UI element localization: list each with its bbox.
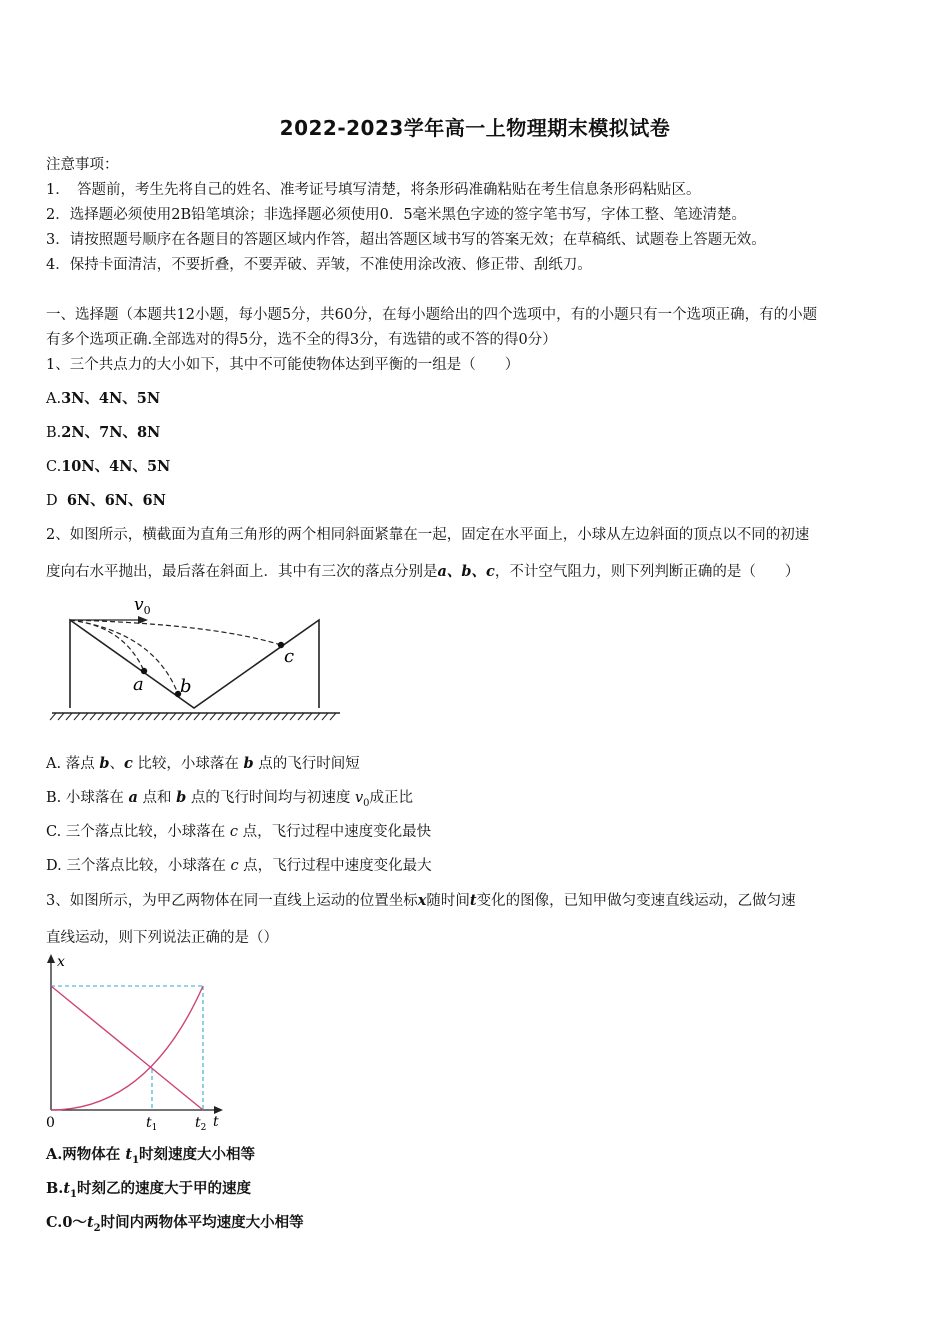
option-var: t [63, 1180, 71, 1197]
notice-item-2: 2．选择题必须使用2B铅笔填涂；非选择题必须使用0．5毫米黑色字迹的签字笔书写，字体工整、笔迹清楚。 [46, 207, 747, 223]
v0-label: $v_0$ [134, 595, 151, 617]
option-text: 点的飞行时间均与初速度 [186, 790, 355, 806]
option-text: 点和 [137, 790, 177, 806]
option-sub: 1 [132, 1154, 140, 1166]
point-c-label: c [284, 646, 295, 667]
option-key: C. [46, 459, 62, 475]
option-var: a [128, 789, 138, 806]
q2-stem-text: 度向右水平抛出，最后落在斜面上．其中有三次的落点分别是 [46, 564, 438, 580]
q2-stem-line-1: 2、如图所示，横截面为直角三角形的两个相同斜面紧靠在一起，固定在水平面上，小球从左边斜面的顶点以不同的初速 [46, 527, 810, 543]
option-var: t [125, 1146, 133, 1163]
option-text: 3N、4N、5N [61, 390, 161, 407]
q3-position-time-graph [38, 950, 238, 1130]
q2-stem-text-end: ，不计空气阻力，则下列判断正确的是（ ） [494, 564, 800, 580]
option-text: C. 三个落点比较，小球落在 [46, 824, 230, 840]
option-sub: 0 [363, 797, 370, 809]
option-var: c [123, 755, 133, 772]
option-text: B. 小球落在 [46, 790, 129, 806]
t-axis-label: t [213, 1114, 219, 1130]
option-var: t [86, 1214, 94, 1231]
q3-stem-line-2: 直线运动，则下列说法正确的是（） [46, 930, 278, 946]
q3-option-c[interactable] [46, 1211, 304, 1234]
t2-label: $t_2$ [195, 1115, 207, 1130]
q2-option-d[interactable] [46, 854, 432, 875]
q2-option-c[interactable] [46, 820, 431, 841]
q3-var-t: t [469, 892, 477, 909]
x-axis-label: x [57, 954, 65, 970]
option-var: v [354, 790, 364, 806]
option-text: 时间内两物体平均速度大小相等 [100, 1214, 304, 1231]
option-key: B. [46, 425, 62, 441]
notice-item-4: 4．保持卡面清洁，不要折叠，不要弄破、弄皱，不准使用涂改液、修正带、刮纸刀。 [46, 257, 592, 273]
yi-line [51, 986, 203, 1110]
option-text: C.0～ [46, 1214, 87, 1231]
option-text: 6N、6N、6N [66, 492, 166, 509]
option-var: b [243, 755, 254, 772]
option-sub: 2 [93, 1222, 101, 1234]
option-text: 10N、4N、5N [61, 458, 171, 475]
q3-stem-text: 变化的图像，已知甲做匀变速直线运动，乙做匀速 [476, 893, 796, 909]
option-sub: 1 [70, 1188, 77, 1200]
q1-option-b[interactable] [46, 421, 160, 442]
page-title: 2022-2023学年高一上物理期末模拟试卷 [279, 116, 671, 140]
option-text: B. [46, 1180, 64, 1197]
q3-stem-line-1 [46, 889, 796, 910]
point-a-label: a [133, 674, 144, 695]
option-text: A.两物体在 [46, 1146, 126, 1163]
q2-option-a[interactable] [46, 752, 360, 773]
q1-option-d[interactable] [46, 489, 166, 510]
t1-label: $t_1$ [146, 1115, 158, 1130]
q3-stem-text: 随时间 [426, 893, 470, 909]
option-text: 、 [109, 756, 124, 772]
option-key: A. [46, 391, 62, 407]
option-var: b [176, 789, 187, 806]
notice-heading: 注意事项： [46, 157, 119, 173]
option-text: 时刻速度大小相等 [139, 1146, 256, 1163]
q1-option-c[interactable] [46, 455, 170, 476]
q2-stem-line-2 [46, 560, 799, 581]
option-text: A. 落点 [46, 756, 100, 772]
q2-point-names: a、b、c [437, 563, 495, 580]
option-text: 点的飞行时间短 [253, 756, 360, 772]
option-text: D. 三个落点比较，小球落在 [46, 858, 231, 874]
option-var: c [230, 858, 239, 874]
option-text: 比较，小球落在 [132, 756, 244, 772]
section-heading-line-2: 有多个选项正确.全部选对的得5分，选不全的得3分，有选错的或不答的得0分） [46, 332, 557, 348]
notice-item-1: 1． 答题前，考生先将自己的姓名、准考证号填写清楚，将条形码准确粘贴在考生信息条形码粘贴区。 [46, 182, 701, 198]
q3-stem-text: 3、如图所示，为甲乙两物体在同一直线上运动的位置坐标 [46, 893, 418, 909]
notice-item-3: 3．请按照题号顺序在各题目的答题区域内作答，超出答题区域书写的答案无效；在草稿纸、试题卷上答题无效。 [46, 232, 766, 248]
q2-option-b[interactable] [46, 786, 413, 809]
q3-option-a[interactable] [46, 1143, 255, 1166]
origin-label: 0 [46, 1115, 55, 1130]
option-text: 2N、7N、8N [61, 424, 161, 441]
q3-var-x: x [417, 892, 427, 909]
section-heading-line-1: 一、选择题（本题共12小题，每小题5分，共60分，在每小题给出的四个选项中，有的小题只有一个选项正确，有的小题 [46, 307, 818, 323]
option-text: 点，飞行过程中速度变化最快 [238, 824, 432, 840]
q3-option-b[interactable] [46, 1177, 251, 1200]
q2-inclines-figure [44, 590, 344, 722]
option-text: 时刻乙的速度大于甲的速度 [76, 1180, 251, 1197]
point-b-label: b [180, 676, 192, 697]
option-var: c [229, 824, 239, 840]
option-text: 成正比 [369, 790, 414, 806]
option-text: 点，飞行过程中速度变化最大 [238, 858, 432, 874]
q1-option-a[interactable] [46, 387, 160, 408]
option-key: D [46, 493, 58, 509]
option-var: b [99, 755, 110, 772]
q1-stem: 1、三个共点力的大小如下，其中不可能使物体达到平衡的一组是（ ） [46, 357, 520, 373]
